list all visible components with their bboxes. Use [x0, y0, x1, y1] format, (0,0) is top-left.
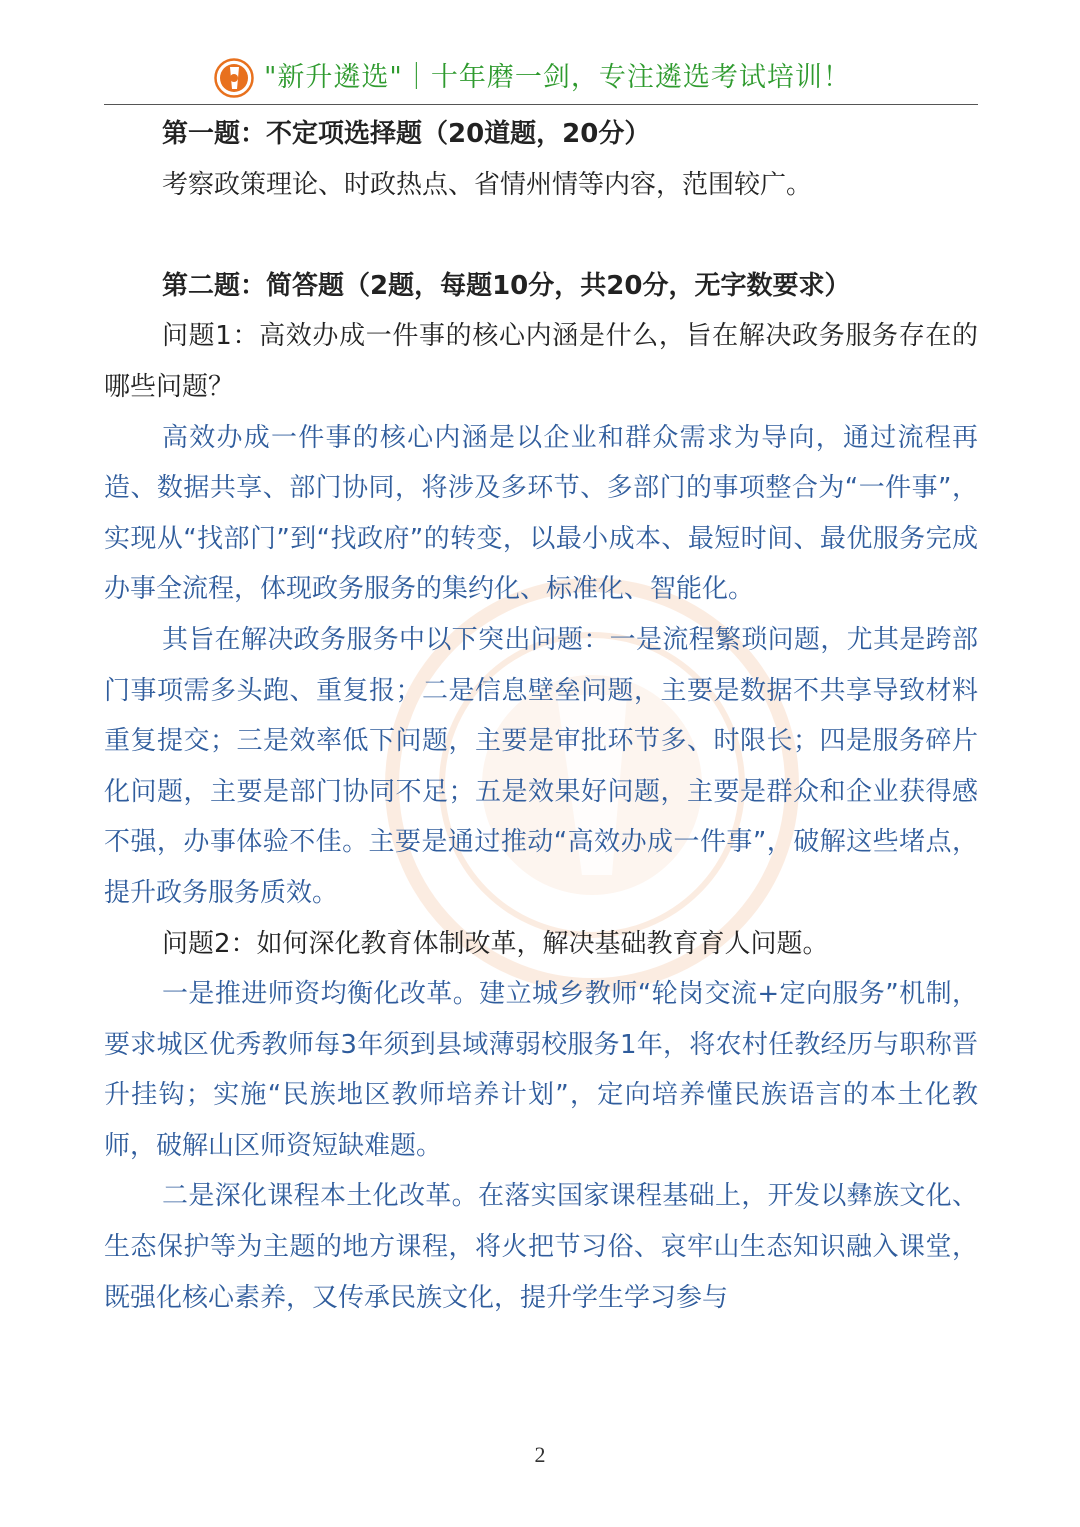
- question-2: 问题2：如何深化教育体制改革，解决基础教育育人问题。: [162, 928, 829, 959]
- brand-logo-icon: [214, 58, 254, 98]
- answer-paragraph: 二是深化课程本土化改革。在落实国家课程基础上，开发以彝族文化、生态保护等为主题的地方课程，将火把节习俗、哀牢山生态知识融入课堂，既强化核心素养，又传承民族文化，提升学生学习参与: [104, 1181, 978, 1313]
- header-slogan: "新升遴选"｜十年磨一剑，专注遴选考试培训！: [264, 62, 851, 93]
- answer-paragraph: 其旨在解决政务服务中以下突出问题：一是流程繁琐问题，尤其是跨部门事项需多头跑、重复报；二是信息壁垒问题，主要是数据不共享导致材料重复提交；三是效率低下问题，主要是审批环节多、时限长；四是服务碎片化问题，主要是部门协同不足；五是效果好问题，主要是群众和企业获得感不强，办事体验不佳。主要是通过推动“高效办成一件事”，破解这些堵点，提升政务服务质效。: [104, 624, 978, 908]
- document-body: [104, 109, 978, 1323]
- page-header: [104, 52, 978, 105]
- answer-paragraph: 一是推进师资均衡化改革。建立城乡教师“轮岗交流+定向服务”机制，要求城区优秀教师每3年须到县域薄弱校服务1年，将农村任教经历与职称晋升挂钩；实施“民族地区教师培养计划”，定向培养懂民族语言的本土化教师，破解山区师资短缺难题。: [104, 979, 978, 1161]
- section-1-description: 考察政策理论、时政热点、省情州情等内容，范围较广。: [162, 169, 813, 200]
- section-spacer: [104, 210, 978, 261]
- section-1-title: 第一题：不定项选择题（20道题，20分）: [162, 119, 651, 149]
- page-number: 2: [534, 1442, 546, 1467]
- section-2-title: 第二题：简答题（2题，每题10分，共20分，无字数要求）: [162, 270, 851, 301]
- answer-paragraph: 高效办成一件事的核心内涵是以企业和群众需求为导向，通过流程再造、数据共享、部门协同，将涉及多环节、多部门的事项整合为“一件事”，实现从“找部门”到“找政府”的转变，以最小成本、最短时间、最优服务完成办事全流程，体现政务服务的集约化、标准化、智能化。: [104, 422, 978, 605]
- question-1: 问题1：高效办成一件事的核心内涵是什么，旨在解决政务服务存在的哪些问题？: [104, 321, 978, 402]
